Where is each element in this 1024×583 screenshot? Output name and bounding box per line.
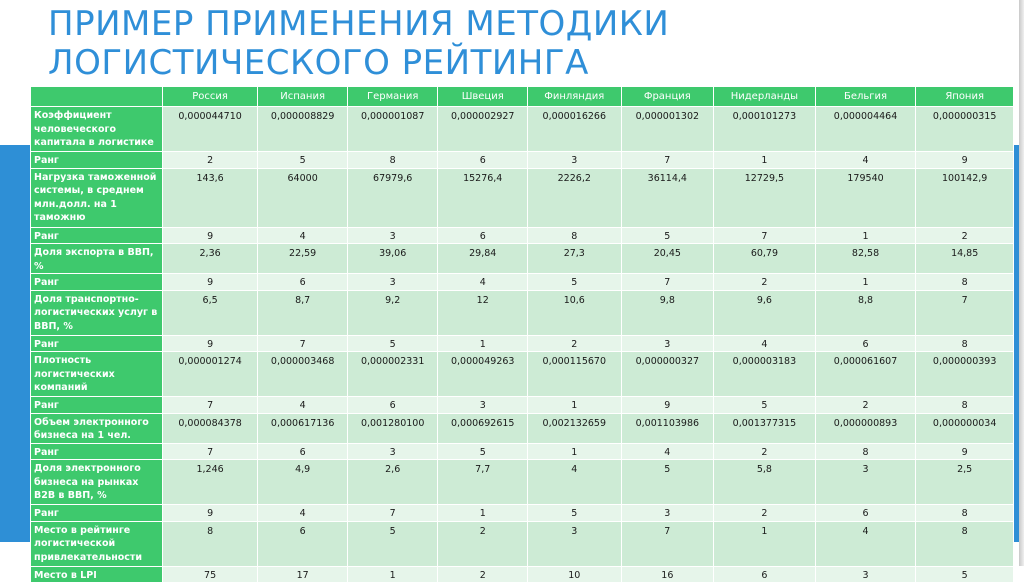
table-cell: 4 bbox=[816, 522, 916, 566]
table-cell: 82,58 bbox=[816, 244, 916, 273]
table-cell: 8 bbox=[348, 152, 438, 168]
table-cell: 7 bbox=[714, 228, 815, 244]
table-cell: 8,8 bbox=[816, 291, 916, 335]
table-cell: 6 bbox=[258, 444, 347, 460]
table-cell: 9 bbox=[163, 274, 258, 290]
table-row bbox=[31, 444, 1013, 460]
table-cell: 0,001377315 bbox=[714, 414, 815, 443]
row-label: Ранг bbox=[31, 505, 162, 521]
table-cell: 4 bbox=[528, 460, 621, 504]
table-cell: 6 bbox=[816, 505, 916, 521]
table-cell: 9 bbox=[622, 397, 714, 413]
table-cell: 22,59 bbox=[258, 244, 347, 273]
table-cell: 9 bbox=[916, 152, 1013, 168]
row-label: Доля экспорта в ВВП, % bbox=[31, 244, 162, 273]
table-cell: 0,001280100 bbox=[348, 414, 438, 443]
table-cell: 5 bbox=[528, 274, 621, 290]
table-cell: 2 bbox=[528, 336, 621, 352]
slide-title bbox=[48, 5, 669, 83]
column-header: Япония bbox=[916, 87, 1013, 106]
column-header: Нидерланды bbox=[714, 87, 815, 106]
table-cell: 6 bbox=[258, 522, 347, 566]
table-cell: 0,000002927 bbox=[438, 107, 527, 151]
table-cell: 2 bbox=[438, 567, 527, 583]
table-cell: 0,000003183 bbox=[714, 352, 815, 396]
table-row bbox=[31, 460, 1013, 504]
table-cell: 60,79 bbox=[714, 244, 815, 273]
table-cell: 3 bbox=[528, 152, 621, 168]
row-label: Место в рейтинге логистической привлекательности bbox=[31, 522, 162, 566]
table-cell: 20,45 bbox=[622, 244, 714, 273]
table-cell: 0,000000893 bbox=[816, 414, 916, 443]
row-label: Объем электронного бизнеса на 1 чел. bbox=[31, 414, 162, 443]
table-cell: 1 bbox=[816, 274, 916, 290]
table-cell: 6,5 bbox=[163, 291, 258, 335]
column-header: Бельгия bbox=[816, 87, 916, 106]
row-label: Нагрузка таможенной системы, в среднем млн.долл. на 1 таможню bbox=[31, 169, 162, 227]
table-cell: 7 bbox=[258, 336, 347, 352]
table-row bbox=[31, 414, 1013, 443]
table-cell: 2 bbox=[163, 152, 258, 168]
table-cell: 17 bbox=[258, 567, 347, 583]
table-cell: 5 bbox=[714, 397, 815, 413]
table-cell: 2 bbox=[714, 444, 815, 460]
table-cell: 8 bbox=[916, 397, 1013, 413]
table-cell: 8 bbox=[163, 522, 258, 566]
table-cell: 0,000115670 bbox=[528, 352, 621, 396]
table-cell: 3 bbox=[816, 460, 916, 504]
table-cell: 0,000016266 bbox=[528, 107, 621, 151]
table-cell: 0,000617136 bbox=[258, 414, 347, 443]
table-cell: 3 bbox=[348, 274, 438, 290]
table-cell: 100142,9 bbox=[916, 169, 1013, 227]
table-cell: 10 bbox=[528, 567, 621, 583]
table-cell: 4 bbox=[438, 274, 527, 290]
table-cell: 12 bbox=[438, 291, 527, 335]
row-label: Ранг bbox=[31, 397, 162, 413]
table-cell: 7 bbox=[622, 152, 714, 168]
row-label: Место в LPI bbox=[31, 567, 162, 583]
table-cell: 0,000004464 bbox=[816, 107, 916, 151]
column-header: Швеция bbox=[438, 87, 527, 106]
table-cell: 4 bbox=[816, 152, 916, 168]
table-cell: 7 bbox=[916, 291, 1013, 335]
table-cell: 8 bbox=[916, 522, 1013, 566]
table-cell: 0,000001087 bbox=[348, 107, 438, 151]
rating-table bbox=[30, 86, 1014, 583]
table-body bbox=[31, 107, 1013, 582]
table-cell: 67979,6 bbox=[348, 169, 438, 227]
table-cell: 8 bbox=[528, 228, 621, 244]
table-cell: 6 bbox=[438, 152, 527, 168]
table-row bbox=[31, 336, 1013, 352]
table-row bbox=[31, 522, 1013, 566]
row-label: Ранг bbox=[31, 274, 162, 290]
table-cell: 5 bbox=[622, 460, 714, 504]
table-cell: 36114,4 bbox=[622, 169, 714, 227]
table-cell: 9,8 bbox=[622, 291, 714, 335]
table-row bbox=[31, 244, 1013, 273]
table-cell: 0,000000315 bbox=[916, 107, 1013, 151]
column-header: Франция bbox=[622, 87, 714, 106]
table-cell: 1 bbox=[714, 522, 815, 566]
table-cell: 5 bbox=[622, 228, 714, 244]
table-row bbox=[31, 152, 1013, 168]
table-cell: 8 bbox=[816, 444, 916, 460]
table-cell: 0,000049263 bbox=[438, 352, 527, 396]
table-cell: 4 bbox=[258, 228, 347, 244]
table-cell: 0,000008829 bbox=[258, 107, 347, 151]
table-cell: 6 bbox=[816, 336, 916, 352]
table-cell: 0,000692615 bbox=[438, 414, 527, 443]
table-cell: 2 bbox=[916, 228, 1013, 244]
table-cell: 8 bbox=[916, 274, 1013, 290]
table-cell: 1 bbox=[528, 444, 621, 460]
table-cell: 3 bbox=[622, 505, 714, 521]
table-cell: 2 bbox=[816, 397, 916, 413]
table-cell: 0,001103986 bbox=[622, 414, 714, 443]
column-header: Финляндия bbox=[528, 87, 621, 106]
table-row bbox=[31, 169, 1013, 227]
table-cell: 1 bbox=[714, 152, 815, 168]
slide-title-line-2: ЛОГИСТИЧЕСКОГО РЕЙТИНГА bbox=[48, 43, 589, 83]
table-cell: 3 bbox=[438, 397, 527, 413]
table-cell: 75 bbox=[163, 567, 258, 583]
table-cell: 12729,5 bbox=[714, 169, 815, 227]
table-cell: 7 bbox=[348, 505, 438, 521]
table-cell: 3 bbox=[348, 228, 438, 244]
table-cell: 5 bbox=[348, 522, 438, 566]
table-cell: 27,3 bbox=[528, 244, 621, 273]
table-cell: 4 bbox=[258, 505, 347, 521]
table-cell: 4 bbox=[714, 336, 815, 352]
table-cell: 0,002132659 bbox=[528, 414, 621, 443]
table-cell: 5,8 bbox=[714, 460, 815, 504]
table-cell: 0,000101273 bbox=[714, 107, 815, 151]
table-cell: 179540 bbox=[816, 169, 916, 227]
table-cell: 4 bbox=[622, 444, 714, 460]
table-cell: 7 bbox=[163, 444, 258, 460]
table-cell: 8 bbox=[916, 505, 1013, 521]
table-row bbox=[31, 291, 1013, 335]
table-cell: 9 bbox=[163, 228, 258, 244]
table-row bbox=[31, 228, 1013, 244]
table-cell: 3 bbox=[528, 522, 621, 566]
table-cell: 7,7 bbox=[438, 460, 527, 504]
table-cell: 1 bbox=[438, 336, 527, 352]
table-cell: 9 bbox=[163, 505, 258, 521]
column-header: Испания bbox=[258, 87, 347, 106]
table-row bbox=[31, 352, 1013, 396]
table-cell: 2 bbox=[714, 274, 815, 290]
table-cell: 1 bbox=[528, 397, 621, 413]
row-label: Доля транспортно-логистических услуг в ВВП, % bbox=[31, 291, 162, 335]
table-cell: 0,000001274 bbox=[163, 352, 258, 396]
table-cell: 6 bbox=[258, 274, 347, 290]
column-header: Германия bbox=[348, 87, 438, 106]
row-label: Ранг bbox=[31, 444, 162, 460]
table-cell: 15276,4 bbox=[438, 169, 527, 227]
table-cell: 6 bbox=[438, 228, 527, 244]
slide-title-line-1: ПРИМЕР ПРИМЕНЕНИЯ МЕТОДИКИ bbox=[48, 4, 670, 44]
table-cell: 2226,2 bbox=[528, 169, 621, 227]
table-row bbox=[31, 505, 1013, 521]
row-label: Ранг bbox=[31, 152, 162, 168]
table-cell: 14,85 bbox=[916, 244, 1013, 273]
table-cell: 0,000000393 bbox=[916, 352, 1013, 396]
table-cell: 2,6 bbox=[348, 460, 438, 504]
table-cell: 9,6 bbox=[714, 291, 815, 335]
table-cell: 1 bbox=[348, 567, 438, 583]
table-cell: 0,000044710 bbox=[163, 107, 258, 151]
table-cell: 2 bbox=[714, 505, 815, 521]
table-cell: 9 bbox=[163, 336, 258, 352]
table-cell: 2,36 bbox=[163, 244, 258, 273]
table-cell: 1,246 bbox=[163, 460, 258, 504]
table-cell: 9,2 bbox=[348, 291, 438, 335]
table-cell: 0,000061607 bbox=[816, 352, 916, 396]
table-cell: 3 bbox=[816, 567, 916, 583]
table-row bbox=[31, 397, 1013, 413]
table-cell: 0,000000327 bbox=[622, 352, 714, 396]
table-row bbox=[31, 107, 1013, 151]
row-label: Доля электронного бизнеса на рынках B2B в ВВП, % bbox=[31, 460, 162, 504]
table-cell: 7 bbox=[163, 397, 258, 413]
table-cell: 143,6 bbox=[163, 169, 258, 227]
table-cell: 2 bbox=[438, 522, 527, 566]
table-row bbox=[31, 274, 1013, 290]
table-cell: 0,000001302 bbox=[622, 107, 714, 151]
table-cell: 6 bbox=[714, 567, 815, 583]
table-cell: 10,6 bbox=[528, 291, 621, 335]
table-cell: 0,000084378 bbox=[163, 414, 258, 443]
table-cell: 4,9 bbox=[258, 460, 347, 504]
table-cell: 9 bbox=[916, 444, 1013, 460]
row-label: Плотность логистических компаний bbox=[31, 352, 162, 396]
table-cell: 1 bbox=[816, 228, 916, 244]
table-cell: 4 bbox=[258, 397, 347, 413]
table-cell: 16 bbox=[622, 567, 714, 583]
table-cell: 5 bbox=[438, 444, 527, 460]
table-cell: 64000 bbox=[258, 169, 347, 227]
table-cell: 29,84 bbox=[438, 244, 527, 273]
table-cell: 2,5 bbox=[916, 460, 1013, 504]
table-cell: 39,06 bbox=[348, 244, 438, 273]
header-corner-cell bbox=[31, 87, 162, 106]
table-cell: 0,000003468 bbox=[258, 352, 347, 396]
row-label: Коэффициент человеческого капитала в логистике bbox=[31, 107, 162, 151]
table-cell: 3 bbox=[348, 444, 438, 460]
table-cell: 7 bbox=[622, 522, 714, 566]
column-header: Россия bbox=[163, 87, 258, 106]
table-cell: 5 bbox=[916, 567, 1013, 583]
table-cell: 3 bbox=[622, 336, 714, 352]
frame-shadow bbox=[1019, 0, 1024, 566]
table-cell: 7 bbox=[622, 274, 714, 290]
table-cell: 5 bbox=[258, 152, 347, 168]
table-cell: 5 bbox=[348, 336, 438, 352]
table-cell: 1 bbox=[438, 505, 527, 521]
table-cell: 5 bbox=[528, 505, 621, 521]
table-cell: 6 bbox=[348, 397, 438, 413]
row-label: Ранг bbox=[31, 336, 162, 352]
table-cell: 0,000002331 bbox=[348, 352, 438, 396]
row-label: Ранг bbox=[31, 228, 162, 244]
table-cell: 8 bbox=[916, 336, 1013, 352]
table-row bbox=[31, 567, 1013, 583]
table-header-row bbox=[31, 87, 1013, 106]
table-cell: 8,7 bbox=[258, 291, 347, 335]
table-cell: 0,000000034 bbox=[916, 414, 1013, 443]
